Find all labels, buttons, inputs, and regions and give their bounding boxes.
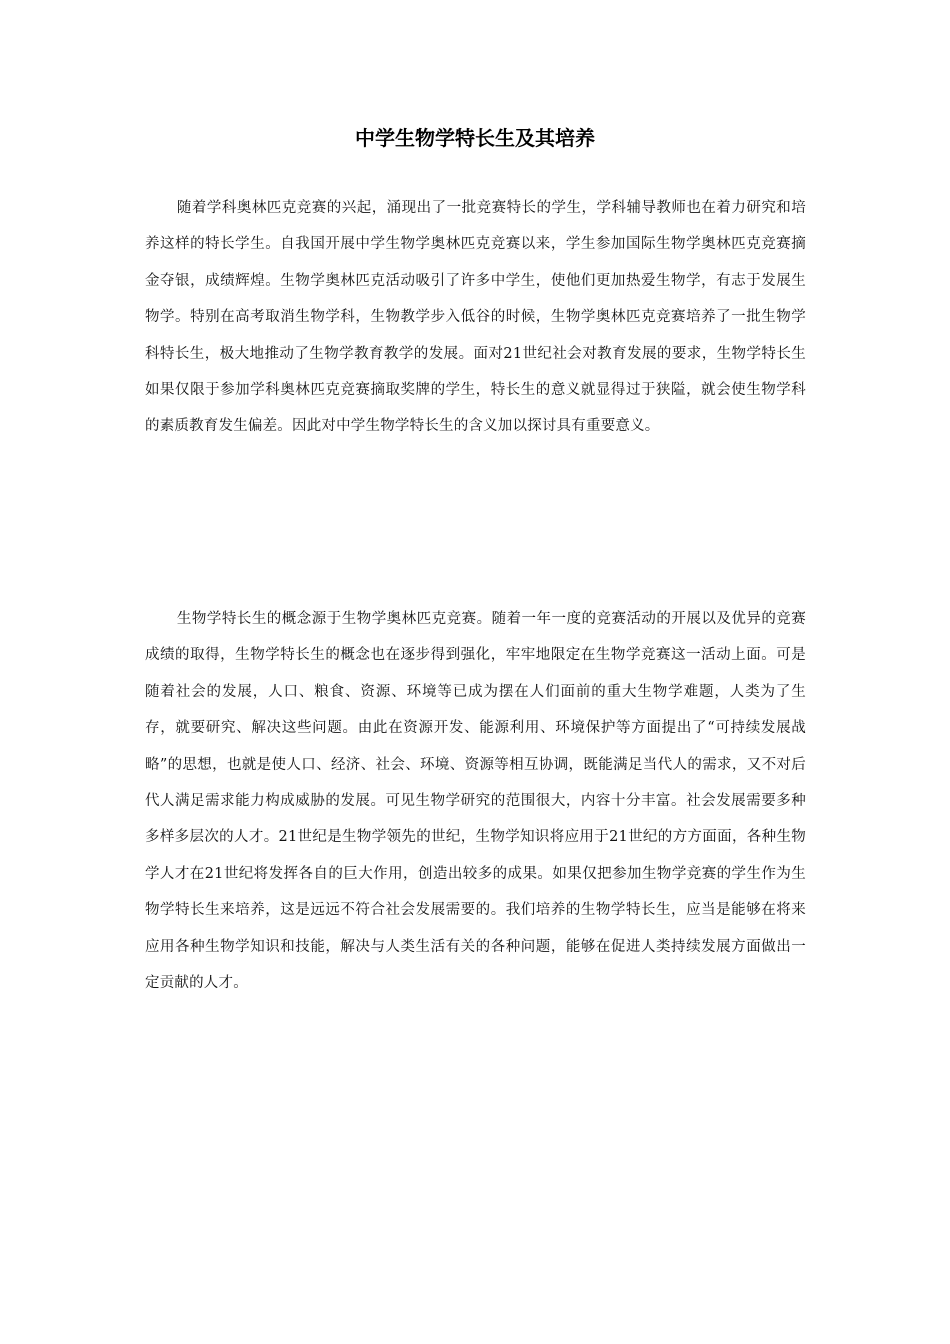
document-title: 中学生物学特长生及其培养 xyxy=(355,126,595,150)
body-paragraph-2: 生物学特长生的概念源于生物学奥林匹克竞赛。随着一年一度的竞赛活动的开展以及优异的竞赛成绩的取得，生物学特长生的概念也在逐步得到强化，牢牢地限定在生物学竞赛这一活动上面。可是随着社会的发展，人口、粮食、资源、环境等已成为摆在人们面前的重大生物学难题，人类为了生存，就要研究、解决这些问题。由此在资源开发、能源利用、环境保护等方面提出了“可持续发展战略”的思想，也就是使人口、经济、社会、环境、资源等相互协调，既能满足当代人的需求，又不对后代人满足需求能力构成威胁的发展。可见生物学研究的范围很大，内容十分丰富。社会发展需要多种多样多层次的人才。21世纪是生物学领先的世纪，生物学知识将应用于21世纪的方方面面，各种生物学人才在21世纪将发挥各自的巨大作用，创造出较多的成果。如果仅把参加生物学竞赛的学生作为生物学特长生来培养，这是远远不符合社会发展需要的。我们培养的生物学特长生，应当是能够在将来应用各种生物学知识和技能，解决与人类生活有关的各种问题，能够在促进人类持续发展方面做出一定贡献的人才。 xyxy=(145,611,806,992)
body-paragraph-1: 随着学科奥林匹克竞赛的兴起，涌现出了一批竞赛特长的学生，学科辅导教师也在着力研究和培养这样的特长学生。自我国开展中学生物学奥林匹克竞赛以来，学生参加国际生物学奥林匹克竞赛摘金夺银，成绩辉煌。生物学奥林匹克活动吸引了许多中学生，使他们更加热爱生物学，有志于发展生物学。特别在高考取消生物学科，生物教学步入低谷的时候，生物学奥林匹克竞赛培养了一批生物学科特长生，极大地推动了生物学教育教学的发展。面对21世纪社会对教育发展的要求，生物学特长生如果仅限于参加学科奥林匹克竞赛摘取奖牌的学生，特长生的意义就显得过于狭隘，就会使生物学科的素质教育发生偏差。因此对中学生物学特长生的含义加以探讨具有重要意义。 xyxy=(145,200,806,435)
